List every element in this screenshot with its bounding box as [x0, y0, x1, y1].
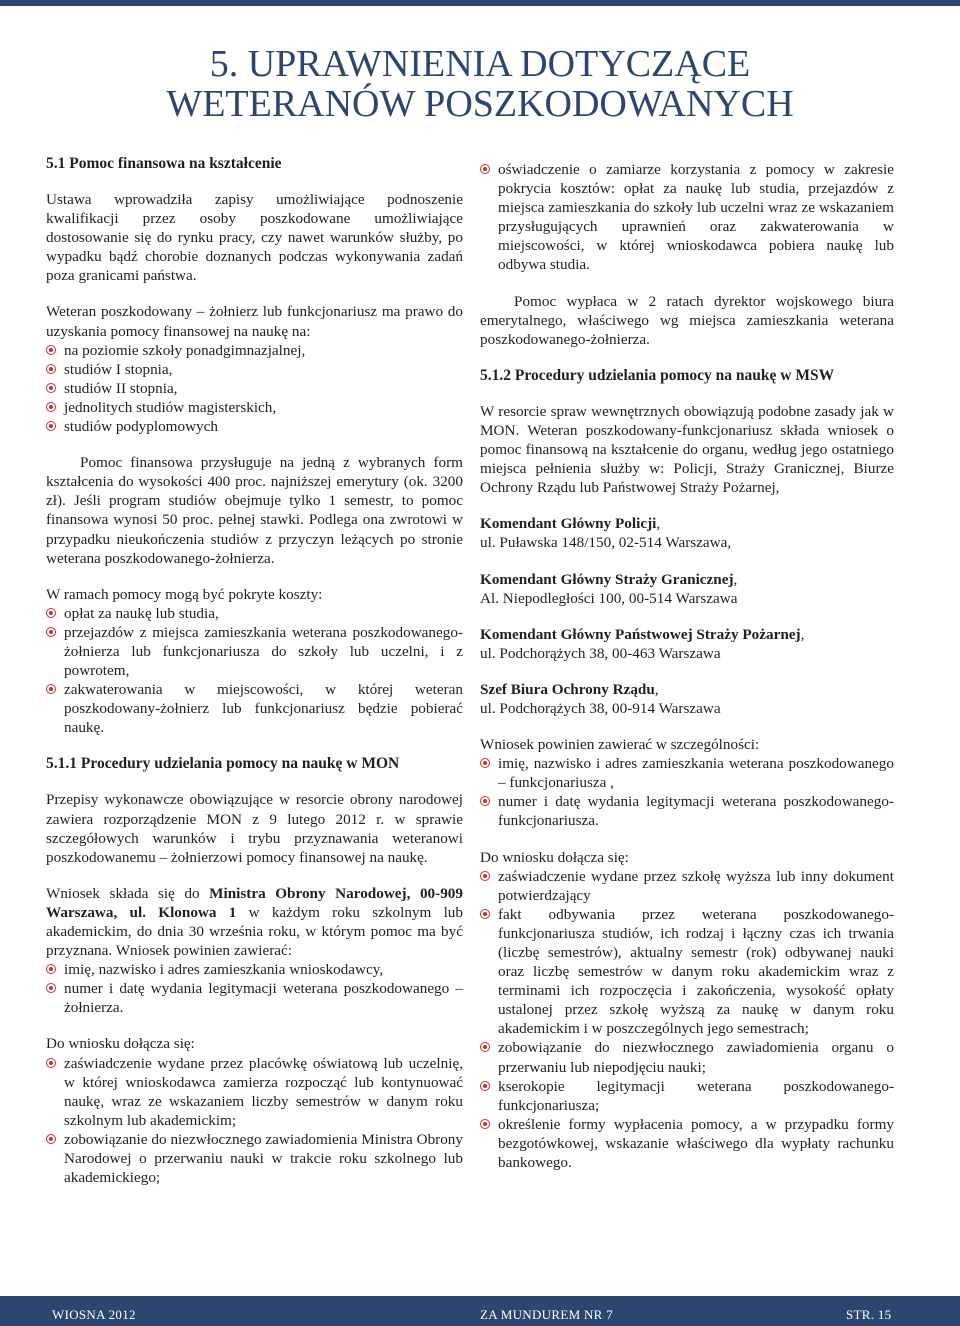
list-item-text: zakwaterowania w miejscowości, w której weteran poszkodowany-żołnierz lub funkcjonariusz będzie pobierać naukę. — [64, 681, 463, 737]
punctuation: , — [733, 570, 738, 588]
ministry-address: Ministra Obrony Narodowej, 00-909 Warszawa, ul. Klonowa 1 — [46, 884, 463, 921]
list-item-text: opłat za naukę lub studia, — [64, 604, 219, 622]
list-item-text: imię, nazwisko i adres zamieszkania weterana poszkodowanego – funkcjonariusza , — [498, 755, 894, 792]
list-item-text: studiów II stopnia, — [64, 379, 178, 397]
paragraph: Do wniosku dołącza się: — [480, 848, 629, 866]
paragraph: Pomoc finansowa przysługuje na jedną z wybranych form kształcenia do wysokości 400 proc. najniższej emerytury (ok. 3200 zł). Jeśli program studiów obejmuje tylko 1 semestr, to pomoc finansowa wynosi 50 proc. pełnej stawki. Podlega ona zwrotowi w przypadku nieukończenia studiów z przyczyn leżących po stronie weterana poszkodowanego-żołnierza. — [46, 454, 463, 567]
paragraph: W resorcie spraw wewnętrznych obowiązują podobne zasady jak w MON. Weteran poszkodowany-funkcjonariusz składa wniosek o pomoc finansową na kształcenie do organu, według jego ostatniego miejsca pełnienia służby w: Policji, Straży Granicznej, Biurze Ochrony Rządu lub Państwowej Straży Pożarnej, — [480, 402, 894, 497]
bullet-icon — [480, 164, 490, 174]
bullet-list — [46, 341, 463, 436]
bullet-icon — [46, 364, 56, 374]
institution-name: Komendant Główny Państwowej Straży Pożarnej — [480, 625, 801, 643]
bullet-icon — [480, 758, 490, 768]
list-item-text: numer i datę wydania legitymacji weterana poszkodowanego – żołnierza. — [64, 980, 463, 1017]
bullet-icon — [46, 345, 56, 355]
institution-name: Szef Biura Ochrony Rządu — [480, 680, 655, 698]
list-item — [46, 623, 463, 680]
list-item — [46, 1130, 463, 1187]
street-address: ul. Podchorążych 38, 00-463 Warszawa — [480, 644, 721, 662]
address-list — [480, 514, 894, 718]
list-item-text: oświadczenie o zamiarze korzystania z pomocy w zakresie pokrycia kosztów: opłat za naukę lub studia, przejazdów z miejsca zamieszkania do szkoły lub uczelni wraz ze wskazaniem przysługujących uprawnień oraz zakwaterowania w miejscowości, w której wnioskodawca pobiera naukę lub odbywa studia. — [498, 161, 894, 274]
list-item — [46, 680, 463, 737]
list-item — [46, 960, 463, 979]
bullet-icon — [46, 383, 56, 393]
bullet-icon — [480, 796, 490, 806]
right-column — [480, 160, 894, 1172]
list-item-text: na poziomie szkoły ponadgimnazjalnej, — [64, 341, 306, 359]
title-line-2: WETERANÓW POSZKODOWANYCH — [166, 83, 794, 125]
list-item — [480, 905, 894, 1039]
top-color-bar — [0, 0, 960, 6]
section-heading: 5.1 Pomoc finansowa na kształcenie — [46, 155, 282, 172]
address-block — [480, 680, 894, 718]
bullet-icon — [46, 1058, 56, 1068]
bullet-icon — [480, 871, 490, 881]
list-item — [46, 604, 463, 623]
bullet-list — [46, 604, 463, 738]
paragraph: Pomoc wypłaca w 2 ratach dyrektor wojskowego biura emerytalnego, właściwego wg miejsca zamieszkania weterana poszkodowanego-żołnierza. — [480, 292, 894, 348]
list-item — [480, 1115, 894, 1172]
subsection-heading: 5.1.2 Procedury udzielania pomocy na naukę w MSW — [480, 366, 835, 384]
bullet-icon — [46, 964, 56, 974]
list-item — [480, 792, 894, 830]
bullet-icon — [46, 983, 56, 993]
list-item — [46, 379, 463, 398]
list-item-text: studiów I stopnia, — [64, 360, 173, 378]
list-item — [480, 867, 894, 905]
bullet-list — [46, 960, 463, 1017]
address-block — [480, 514, 894, 552]
bullet-icon — [480, 909, 490, 919]
paragraph: Przepisy wykonawcze obowiązujące w resorcie obrony narodowej zawiera rozporządzenie MON z 9 lutego 2012 r. w sprawie szczegółowych warunków i trybu przyznawania weteranowi poszkodowanemu – żołnierzowi pomocy finansowej na naukę. — [46, 791, 463, 866]
paragraph — [46, 884, 463, 960]
list-item — [46, 360, 463, 379]
address-block — [480, 570, 894, 608]
list-item-text: jednolitych studiów magisterskich, — [64, 398, 277, 416]
list-item-text: określenie formy wypłacenia pomocy, a w przypadku formy bezgotówkowej, wskazanie właściwego dla wypłaty rachunku bankowego. — [498, 1115, 894, 1172]
list-item — [46, 398, 463, 417]
street-address: ul. Podchorążych 38, 00-914 Warszawa — [480, 699, 721, 717]
text-run: Wniosek składa się do — [46, 884, 210, 902]
bullet-icon — [46, 402, 56, 412]
footer-magazine-name: ZA MUNDUREM NR 7 — [480, 1307, 614, 1322]
list-item — [46, 1054, 463, 1130]
bullet-list — [480, 867, 894, 1173]
list-item-text: przejazdów z miejsca zamieszkania weterana poszkodowanego-żołnierza lub funkcjonariusza do szkoły lub uczelni, i z powrotem, — [64, 623, 463, 680]
paragraph: W ramach pomocy mogą być pokryte koszty: — [46, 585, 323, 603]
list-item-text: imię, nazwisko i adres zamieszkania wnioskodawcy, — [64, 961, 384, 979]
list-item — [480, 1077, 894, 1115]
list-item-text: kserokopie legitymacji weterana poszkodowanego-funkcjonariusza; — [498, 1077, 894, 1114]
address-name-line — [480, 680, 894, 699]
footer-page-number: STR. 15 — [846, 1307, 892, 1322]
bullet-icon — [46, 608, 56, 618]
bullet-icon — [46, 1134, 56, 1144]
list-item-text: numer i datę wydania legitymacji weterana poszkodowanego-funkcjonariusza. — [498, 793, 894, 830]
address-name-line — [480, 625, 894, 644]
list-item-text: zobowiązanie do niezwłocznego zawiadomienia organu o przerwaniu lub niepodjęciu nauki; — [498, 1039, 894, 1076]
street-address: ul. Puławska 148/150, 02-514 Warszawa, — [480, 534, 732, 552]
list-item — [46, 979, 463, 1017]
bullet-icon — [480, 1119, 490, 1129]
list-item — [480, 754, 894, 792]
list-item-text: zaświadczenie wydane przez szkołę wyższa lub inny dokument potwierdzający — [498, 867, 894, 904]
list-item — [480, 160, 894, 275]
bullet-icon — [46, 684, 56, 694]
title-line-1: 5. UPRAWNIENIA DOTYCZĄCE — [209, 43, 751, 85]
footer-issue-season: WIOSNA 2012 — [52, 1307, 136, 1322]
paragraph: Do wniosku dołącza się: — [46, 1035, 195, 1053]
institution-name: Komendant Główny Straży Granicznej — [480, 570, 734, 588]
bullet-icon — [480, 1042, 490, 1052]
bullet-list — [480, 754, 894, 830]
paragraph: Weteran poszkodowany – żołnierz lub funkcjonariusz ma prawo do uzyskania pomocy finansowej na naukę na: — [46, 303, 463, 340]
bullet-icon — [46, 627, 56, 637]
list-item-text: studiów podyplomowych — [64, 418, 218, 436]
left-column — [46, 154, 463, 1187]
list-item-text: fakt odbywania przez weterana poszkodowanego-funkcjonariusza studiów, ich rodzaj i łączny czas ich trwania (liczbę semestrów), aktualny semestr (rok) odbywanej nauki oraz liczbę semestrów w danym roku akademickim wraz z terminami ich rozpoczęcia i zakończenia, wysokość opłaty ustalonej przez szkołę wyższą za naukę w danym roku akademickim i w poszczególnych jego semestrach; — [498, 905, 894, 1038]
list-item-text: zaświadczenie wydane przez placówkę oświatową lub uczelnię, w której wnioskodawca zamierza rozpocząć lub kontynuować naukę, wraz ze wskazaniem liczby semestrów w danym roku szkolnym lub akademickim; — [64, 1054, 463, 1129]
bullet-icon — [46, 421, 56, 431]
list-item — [480, 1038, 894, 1076]
page-title — [100, 44, 860, 124]
institution-name: Komendant Główny Policji — [480, 515, 657, 533]
address-name-line — [480, 514, 894, 533]
bullet-icon — [480, 1081, 490, 1091]
punctuation: , — [654, 680, 659, 698]
paragraph: Ustawa wprowadziła zapisy umożliwiające podnoszenie kwalifikacji przez osoby poszkodowane umożliwiające dostosowanie się do rynku pracy, czy nawet warunków służby, po wypadku bądź chorobie doznanych podczas wykonywania zadań poza granicami państwa. — [46, 191, 463, 285]
punctuation: , — [656, 515, 661, 533]
bullet-list — [480, 160, 894, 275]
address-name-line — [480, 570, 894, 589]
street-address: Al. Niepodległości 100, 00-514 Warszawa — [480, 589, 738, 607]
list-item-text: zobowiązanie do niezwłocznego zawiadomienia Ministra Obrony Narodowej o przerwaniu nauki w trakcie roku szkolnego lub akademickiego; — [64, 1130, 463, 1187]
list-item — [46, 417, 463, 436]
punctuation: , — [800, 625, 805, 643]
subsection-heading: 5.1.1 Procedury udzielania pomocy na naukę w MON — [46, 755, 400, 773]
paragraph: Wniosek powinien zawierać w szczególności: — [480, 736, 760, 754]
text-run: w każdym roku szkolnym lub akademickim, do dnia 30 września roku, w którym pomoc ma być przyznana. Wniosek powinien zawierać: — [46, 903, 463, 960]
bullet-list — [46, 1054, 463, 1188]
address-block — [480, 625, 894, 663]
list-item — [46, 341, 463, 360]
